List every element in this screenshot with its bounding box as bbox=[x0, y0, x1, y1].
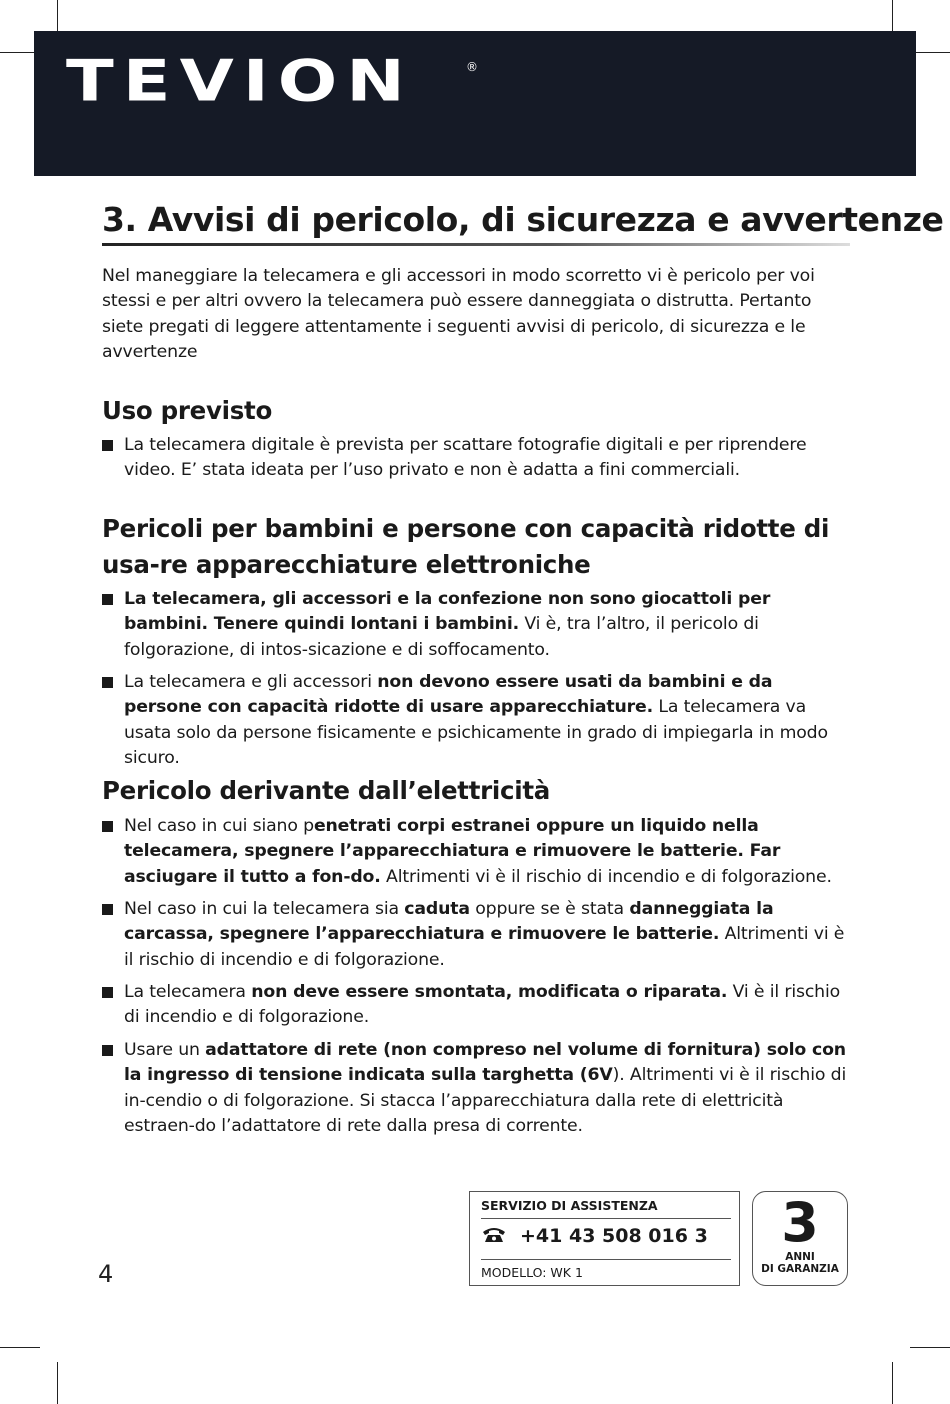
list-item bbox=[102, 980, 852, 1031]
title-underline bbox=[102, 243, 850, 246]
brand-logo: TEVION bbox=[66, 47, 414, 115]
crop-mark bbox=[910, 52, 950, 53]
list-item-text bbox=[124, 587, 852, 663]
list-item bbox=[102, 1038, 852, 1140]
list-item-text bbox=[124, 1038, 852, 1140]
list-item-text bbox=[124, 897, 852, 973]
page-number: 4 bbox=[98, 1260, 114, 1288]
intro-paragraph: Nel maneggiare la telecamera e gli accessori in modo scorretto vi è pericolo per voi stessi e per altri ovvero la telecamera può essere danneggiata o distrutta. Pertanto siete pregati di leggere attentamente i seguenti avvisi di pericolo, di sicurezza e le avvertenze bbox=[102, 266, 815, 363]
bullet-square-icon bbox=[102, 1045, 113, 1056]
service-title: SERVIZIO DI ASSISTENZA bbox=[481, 1198, 658, 1213]
service-box bbox=[469, 1191, 740, 1286]
registered-mark: ® bbox=[466, 60, 478, 74]
bullet-square-icon bbox=[102, 821, 113, 832]
service-phone-number: +41 43 508 016 3 bbox=[520, 1225, 708, 1247]
page-title: 3. Avvisi di pericolo, di sicurezza e avvertenze bbox=[102, 200, 944, 239]
warranty-label-line2: DI GARANZIA bbox=[761, 1263, 839, 1275]
crop-mark bbox=[892, 1362, 893, 1404]
bullet-square-icon bbox=[102, 677, 113, 688]
section-heading: Pericoli per bambini e persone con capacità ridotte di usa-re apparecchiature elettroniche bbox=[102, 514, 830, 579]
text-segment: Vi è, tra l’altro, il pericolo di folgorazione, di intos-sicazione e di soffocamento. bbox=[124, 614, 759, 660]
bold-text-segment: La telecamera, gli accessori e la confezione non sono giocattoli per bambini. Tenere quindi lontani i bambini. bbox=[124, 589, 771, 635]
crop-mark bbox=[57, 1362, 58, 1404]
text-segment: Nel caso in cui siano p bbox=[124, 816, 314, 836]
list-item-text bbox=[124, 433, 852, 484]
warranty-years: 3 bbox=[781, 1191, 819, 1254]
crop-mark bbox=[0, 1347, 40, 1348]
text-segment: La telecamera e gli accessori bbox=[124, 672, 378, 692]
text-segment: La telecamera bbox=[124, 982, 252, 1002]
text-segment: Altrimenti vi è il rischio di incendio e di folgorazione. bbox=[380, 866, 832, 887]
list-item bbox=[102, 814, 852, 890]
list-item bbox=[102, 897, 852, 973]
divider bbox=[481, 1259, 731, 1260]
text-segment: Vi è il rischio di incendio e di folgorazione. bbox=[124, 982, 841, 1028]
list-item bbox=[102, 670, 852, 772]
warranty-label-line1: ANNI bbox=[785, 1251, 815, 1263]
bold-text-segment: danneggiata la carcassa, spegnere l’apparecchiatura e rimuovere le batterie. bbox=[124, 899, 774, 945]
bullet-square-icon bbox=[102, 594, 113, 605]
bold-text-segment: enetrati corpi estranei oppure un liquido nella telecamera, spegnere l’apparecchiatura e rimuovere le batterie. Far asciugare il tutto a fon-do. bbox=[124, 816, 781, 887]
bullet-square-icon bbox=[102, 904, 113, 915]
model-label: MODELLO: WK 1 bbox=[481, 1265, 583, 1280]
list-item-text bbox=[124, 670, 852, 772]
text-segment: Usare un bbox=[124, 1040, 206, 1060]
list-item-text bbox=[124, 980, 852, 1031]
bullet-square-icon bbox=[102, 987, 113, 998]
text-segment: La telecamera digitale è prevista per scattare fotografie digitali e per riprendere video. E’ stata ideata per l’uso privato e non è adatta a fini commerciali. bbox=[124, 435, 807, 481]
divider bbox=[481, 1218, 731, 1219]
section-heading: Pericolo derivante dall’elettricità bbox=[102, 776, 550, 805]
text-segment: oppure se è stata bbox=[469, 899, 630, 919]
list-item bbox=[102, 433, 852, 484]
bold-text-segment: caduta bbox=[404, 899, 470, 919]
bold-text-segment: adattatore di rete (non compreso nel volume di fornitura) solo con la ingresso di tensione indicata sulla targhetta (6V bbox=[124, 1040, 846, 1086]
warranty-badge bbox=[752, 1191, 848, 1286]
list-item bbox=[102, 587, 852, 663]
text-segment: La telecamera va usata solo da persone fisicamente e psichicamente in grado di impiegarla in modo sicuro. bbox=[124, 697, 828, 769]
list-item-text bbox=[124, 814, 852, 890]
section-heading: Uso previsto bbox=[102, 396, 272, 425]
text-segment: Altrimenti vi è il rischio di incendio e di folgorazione. bbox=[124, 924, 845, 970]
bold-text-segment: non deve essere smontata, modificata o riparata. bbox=[251, 982, 728, 1002]
text-segment: Nel caso in cui la telecamera sia bbox=[124, 899, 405, 919]
text-segment: ). Altrimenti vi è il rischio di in-cendio o di folgorazione. Si stacca l’apparecchiatura dalla rete di elettricità estraen-do l’adattatore di rete dalla presa di corrente. bbox=[124, 1065, 847, 1137]
crop-mark bbox=[910, 1347, 950, 1348]
bold-text-segment: non devono essere usati da bambini e da persone con capacità ridotte di usare apparecchiature. bbox=[124, 672, 773, 718]
telephone-icon bbox=[482, 1226, 506, 1244]
bullet-square-icon bbox=[102, 440, 113, 451]
